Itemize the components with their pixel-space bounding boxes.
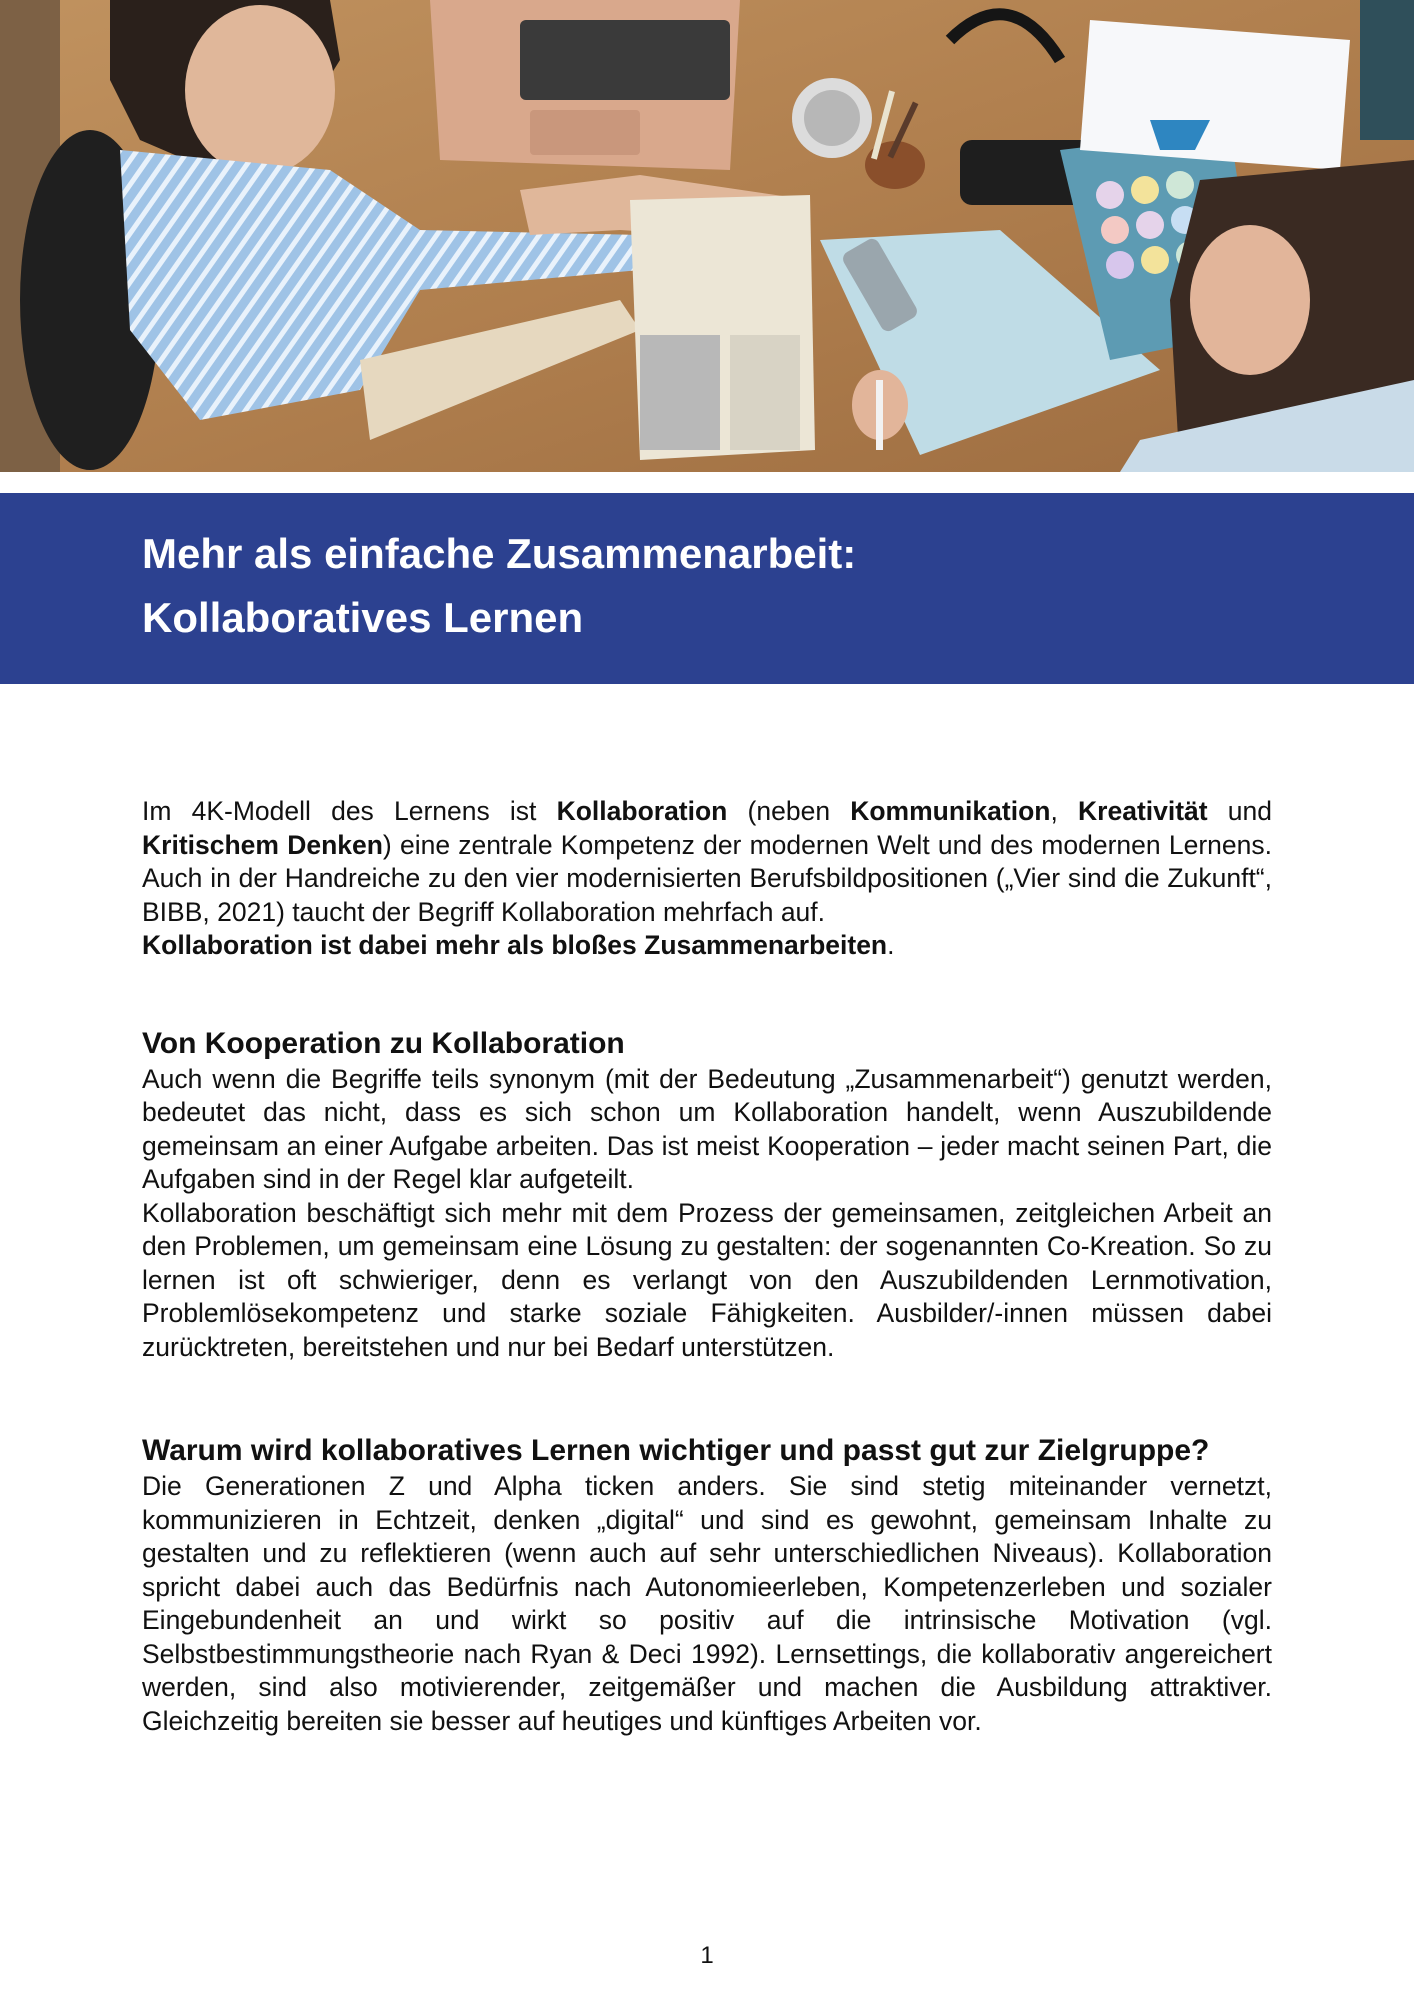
page-title-line1: Mehr als einfache Zusammenarbeit: bbox=[142, 530, 857, 577]
intro-bold-kommunikation: Kommunikation bbox=[850, 796, 1051, 826]
intro-bold-kreativitaet: Kreativität bbox=[1078, 796, 1208, 826]
hero-image bbox=[0, 0, 1414, 472]
intro-text-6: . bbox=[887, 930, 895, 960]
intro-text-2: (neben bbox=[727, 796, 851, 826]
page-number: 1 bbox=[700, 1942, 714, 1969]
intro-bold-statement: Kollaboration ist dabei mehr als bloßes Zusammenarbeiten bbox=[142, 930, 888, 960]
section1-paragraph-2: Kollaboration beschäftigt sich mehr mit dem Prozess der gemeinsamen, zeitgleichen Arbeit an den Problemen, um gemeinsam eine Lösung zu gestalten: der sogenannten Co-Kreation. So zu lernen ist oft schwieriger, denn es verlangt von den Auszubildenden Lernmotivation, Problemlösekompetenz und starke soziale Fähigkeiten. Ausbilder/-innen müssen dabei zurücktreten, bereitstehen und nur bei Bedarf unterstützen. bbox=[142, 1197, 1272, 1362]
intro-text-3: , bbox=[1050, 796, 1079, 826]
section2-heading: Warum wird kollaboratives Lernen wichtiger und passt gut zur Zielgruppe? bbox=[142, 1434, 1210, 1467]
intro-text-4: und bbox=[1207, 796, 1273, 826]
page-title-line2: Kollaboratives Lernen bbox=[142, 594, 584, 641]
hero-photo-illustration bbox=[0, 0, 1414, 472]
intro-text-5: ) eine zentrale Kompetenz der modernen Welt und des modernen Lernens. Auch in der Handreiche zu den vier modernisierten Berufsbildpositionen („Vier sind die Zukunft“, BIBB, 2021) taucht der Begriff Kollaboration mehrfach auf. bbox=[142, 829, 1272, 927]
intro-bold-kritisches-denken: Kritischem Denken bbox=[142, 829, 383, 860]
intro-key-statement bbox=[142, 929, 1272, 963]
document-body bbox=[142, 795, 1272, 1738]
section1-paragraph-1: Auch wenn die Begriffe teils synonym (mit der Bedeutung „Zusammenarbeit“) genutzt werden, bedeutet das nicht, dass es sich schon um Kollaboration handelt, wenn Auszubildende gemeinsam an einer Aufgabe arbeiten. Das ist meist Kooperation – jeder macht seinen Part, die Aufgaben sind in der Regel klar aufgeteilt. bbox=[142, 1063, 1272, 1194]
section2-paragraph-1: Die Generationen Z und Alpha ticken anders. Sie sind stetig miteinander vernetzt, kommunizieren in Echtzeit, denken „digital“ und sind es gewohnt, gemeinsam Inhalte zu gestalten und zu reflektieren (wenn auch auf sehr unterschiedlichen Niveaus). Kollaboration spricht dabei auch das Bedürfnis nach Autonomieerleben, Kompetenzerleben und sozialer Eingebundenheit an und wirkt so positiv auf die intrinsische Motivation (vgl. Selbstbestimmungstheorie nach Ryan & Deci 1992). Lernsettings, die kollaborativ angereichert werden, sind also motivierender, zeitgemäßer und machen die Ausbildung attraktiver. Gleichzeitig bereiten sie besser auf heutiges und künftiges Arbeiten vor. bbox=[142, 1471, 1272, 1736]
section1-heading: Von Kooperation zu Kollaboration bbox=[142, 1026, 625, 1060]
intro-text-1: Im 4K-Modell des Lernens ist bbox=[142, 796, 557, 826]
intro-bold-kollaboration: Kollaboration bbox=[556, 796, 728, 826]
intro-paragraph bbox=[142, 795, 1272, 929]
page-title bbox=[142, 522, 1272, 650]
